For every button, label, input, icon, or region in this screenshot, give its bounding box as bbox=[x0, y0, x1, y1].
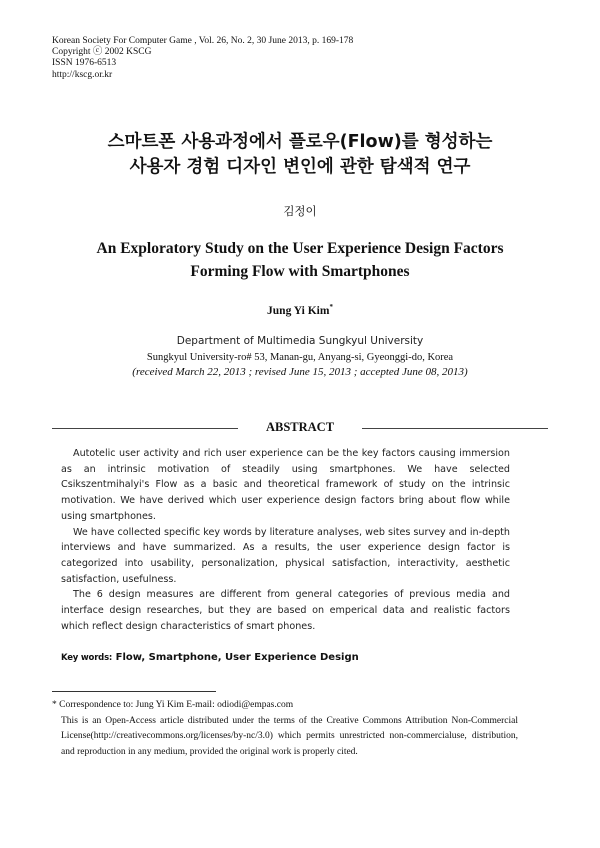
korean-title bbox=[0, 130, 600, 180]
abstract-heading bbox=[52, 420, 548, 436]
abstract-label: ABSTRACT bbox=[265, 420, 335, 434]
author-footnote-mark: * bbox=[329, 303, 333, 311]
keywords-line bbox=[61, 652, 359, 663]
copyright-line: Copyright ⓒ 2002 KSCG bbox=[52, 47, 152, 58]
journal-url[interactable]: http://kscg.or.kr bbox=[52, 69, 113, 80]
keywords-label: Key words: bbox=[61, 653, 113, 663]
abstract-paragraph-3: The 6 design measures are different from general categories of previous media and interface design researches, but they are based on emperical data and realistic factors which reflect design characteristics of smart phones. bbox=[61, 589, 510, 632]
footnote-separator bbox=[52, 691, 216, 692]
english-title-line-1: An Exploratory Study on the User Experience Design Factors bbox=[96, 240, 504, 257]
english-author bbox=[0, 303, 600, 317]
footnote-block bbox=[52, 698, 518, 760]
korean-title-line-2: 사용자 경험 디자인 변인에 관한 탐색적 연구 bbox=[129, 157, 471, 177]
abstract-body bbox=[61, 446, 510, 634]
license-note: This is an Open-Access article distributed under the terms of the Creative Commons Attribution Non-Commercial License(http://creativecommons.org/licenses/by-nc/3.0) which permits unrestricted non-commercialuse, distribution, and reproduction in any medium, provided the original work is properly cited. bbox=[61, 715, 518, 757]
issn-line: ISSN 1976-6513 bbox=[52, 58, 117, 69]
abstract-rule-right bbox=[362, 428, 548, 429]
submission-dates: (received March 22, 2013 ; revised June 15, 2013 ; accepted June 08, 2013) bbox=[132, 366, 468, 378]
journal-info-line: Korean Society For Computer Game , Vol. 26, No. 2, 30 June 2013, p. 169-178 bbox=[52, 36, 354, 46]
korean-title-line-1: 스마트폰 사용과정에서 플로우(Flow)를 형성하는 bbox=[107, 132, 493, 152]
address: Sungkyul University-ro# 53, Manan-gu, Anyang-si, Gyeonggi-do, Korea bbox=[146, 351, 454, 363]
correspondence-note: * Correspondence to: Jung Yi Kim E-mail: odiodi@empas.com bbox=[52, 700, 294, 710]
author-name: Jung Yi Kim bbox=[267, 304, 330, 317]
english-title-line-2: Forming Flow with Smartphones bbox=[190, 263, 410, 280]
abstract-paragraph-1: Autotelic user activity and rich user experience can be the key factors causing immersion as an intrinsic motivation of steadily using smartphones. We have selected Csikszentmihalyi's Flow as a basic and theoretical framework of study on the intrinsic motivation. We have derived which user experience design factors bring about flow while using smartphones. bbox=[61, 448, 510, 522]
journal-masthead bbox=[52, 36, 353, 81]
department: Department of Multimedia Sungkyul University bbox=[176, 335, 424, 347]
affiliation-block bbox=[0, 334, 600, 381]
abstract-paragraph-2: We have collected specific key words by literature analyses, web sites survey and in-depth interviews and have summarized. As a results, the user experience design factor is categorized into usability, personalization, physical satisfaction, interactivity, aesthetic satisfaction, usefulness. bbox=[61, 526, 510, 585]
keywords-value: Flow, Smartphone, User Experience Design bbox=[115, 652, 359, 663]
english-title bbox=[0, 237, 600, 283]
korean-author: 김정이 bbox=[283, 204, 317, 218]
